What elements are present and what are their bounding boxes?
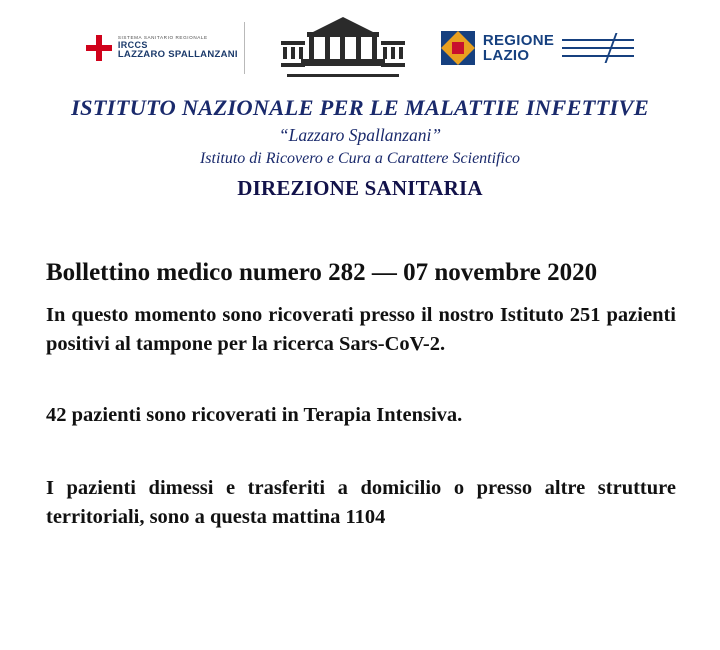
lazio-line-2: LAZIO: [482, 47, 530, 64]
irccs-acronym: IRCCS: [117, 39, 148, 50]
building-steps-icon: [287, 63, 399, 77]
lazio-line-1: REGIONE: [482, 31, 555, 49]
bulletin-paragraph-1: In questo momento sono ricoverati presso il nostro Istituto 251 pazienti positivi al tampone per la ricerca Sars-CoV-2.: [46, 304, 676, 356]
building-columns-icon: [309, 37, 377, 59]
red-cross-icon: [86, 35, 112, 61]
institute-title: ISTITUTO NAZIONALE PER LE MALATTIE INFETTIVE: [71, 95, 649, 120]
bulletin-paragraph-2: 42 pazienti sono ricoverati in Terapia Intensiva.: [46, 404, 463, 427]
document-titles: [0, 94, 720, 201]
irccs-logo-text: [118, 36, 238, 60]
lazio-emblem-icon: [441, 31, 475, 65]
building-pediment-icon: [313, 17, 373, 32]
bulletin-body: [46, 257, 676, 533]
department-title: DIREZIONE SANITARIA: [237, 176, 483, 200]
irccs-spallanzani-logo: [86, 22, 245, 74]
bulletin-heading: Bollettino medico numero 282 — 07 novembre 2020: [46, 259, 598, 286]
irccs-name: LAZZARO SPALLANZANI: [117, 49, 238, 61]
lazio-stripes-icon: [562, 35, 634, 61]
irccs-region-line: SISTEMA SANITARIO REGIONALE: [117, 34, 208, 40]
header-logo-row: [0, 0, 720, 88]
classical-building-icon: [279, 17, 407, 79]
regione-lazio-logo: [441, 24, 634, 72]
bulletin-paragraph-3: I pazienti dimessi e trasferiti a domicilio o presso altre strutture territoriali, sono a questa mattina 1104: [46, 477, 676, 529]
institute-subtitle-name: “Lazzaro Spallanzani”: [278, 125, 442, 145]
institute-subtitle-type: Istituto di Ricovero e Cura a Carattere Scientifico: [199, 150, 521, 167]
lazio-logo-text: [483, 33, 554, 64]
